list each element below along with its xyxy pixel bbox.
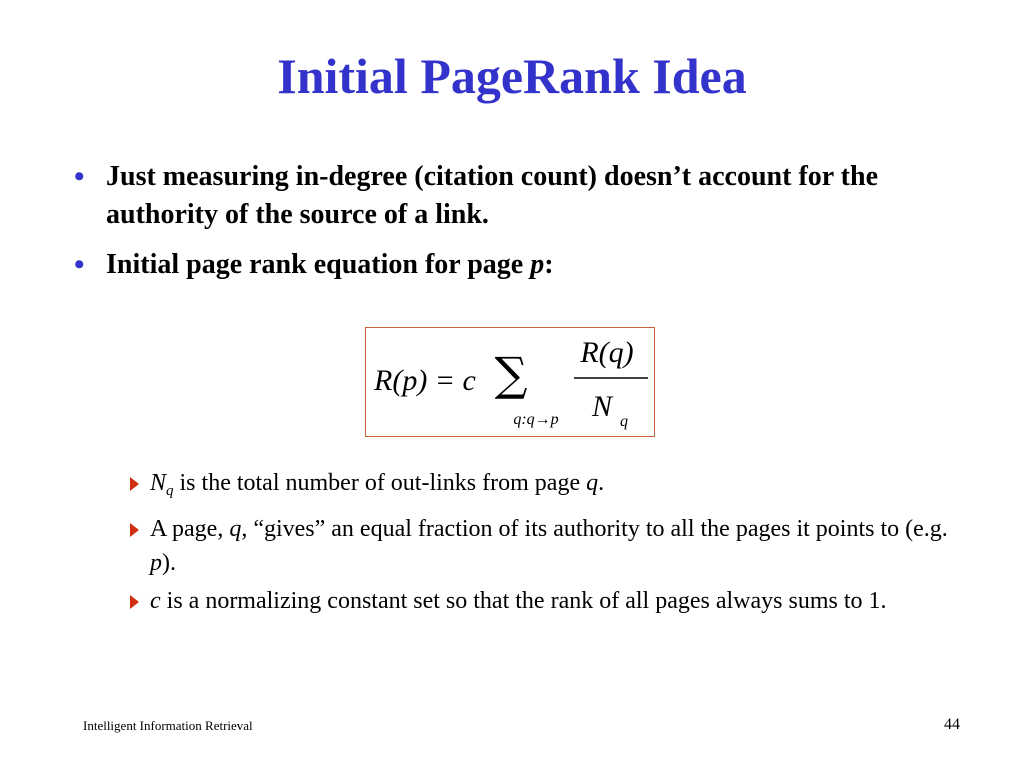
main-bullet-2-suffix: : <box>544 249 554 280</box>
slide-title: Initial PageRank Idea <box>277 48 747 104</box>
footer-page-number: 44 <box>944 716 960 733</box>
sub-bullet-2-text2: , “gives” an equal fraction of its authority to all the pages it points to (e.g. <box>241 516 948 542</box>
sub-bullet-1-var-sub: q <box>166 483 174 499</box>
sub-bullet-2-text3: ). <box>162 550 176 576</box>
pagerank-formula-box <box>365 327 655 437</box>
pagerank-formula <box>366 328 653 435</box>
sub-bullet-1-var2: q <box>586 470 599 496</box>
main-bullet-list <box>74 158 954 296</box>
bullet-dot-icon: • <box>74 160 85 193</box>
sub-bullet-2-var: q <box>229 516 242 542</box>
sub-bullet-3-text: is a normalizing constant set so that the rank of all pages always sums to 1. <box>160 588 887 614</box>
sub-bullet-list <box>128 466 948 622</box>
bullet-dot-icon: • <box>74 248 85 281</box>
formula-sum-subscript: q:q→p <box>513 411 559 428</box>
triangle-right-icon <box>130 523 139 537</box>
sub-bullet-3 <box>128 584 948 618</box>
sub-bullet-1 <box>128 466 948 508</box>
main-bullet-2-var: p <box>530 249 545 280</box>
triangle-right-icon <box>130 477 139 491</box>
sub-bullet-2-var2: p <box>150 550 162 576</box>
formula-sum-symbol: ∑ <box>494 347 528 401</box>
triangle-right-icon <box>130 595 139 609</box>
main-bullet-2-text: Initial page rank equation for page <box>106 249 531 280</box>
sub-bullet-2-text: A page, <box>150 516 230 542</box>
main-bullet-1-text: Just measuring in-degree (citation count) doesn’t account for the authority of the source of a link. <box>106 161 879 230</box>
sub-bullet-2 <box>128 512 948 580</box>
formula-lhs: R(p) = c <box>374 364 476 397</box>
main-bullet-2 <box>74 246 954 284</box>
sub-bullet-3-var: c <box>150 588 161 614</box>
footer-course-title: Intelligent Information Retrieval <box>83 718 253 733</box>
formula-denominator-subscript: q <box>620 413 628 430</box>
sub-bullet-1-var: N <box>150 470 167 496</box>
sub-bullet-1-text: is the total number of out-links from page <box>173 470 587 496</box>
sub-bullet-1-text2: . <box>598 470 605 496</box>
formula-numerator: R(q) <box>580 336 634 369</box>
main-bullet-1 <box>74 158 954 234</box>
formula-denominator: N <box>591 390 613 423</box>
